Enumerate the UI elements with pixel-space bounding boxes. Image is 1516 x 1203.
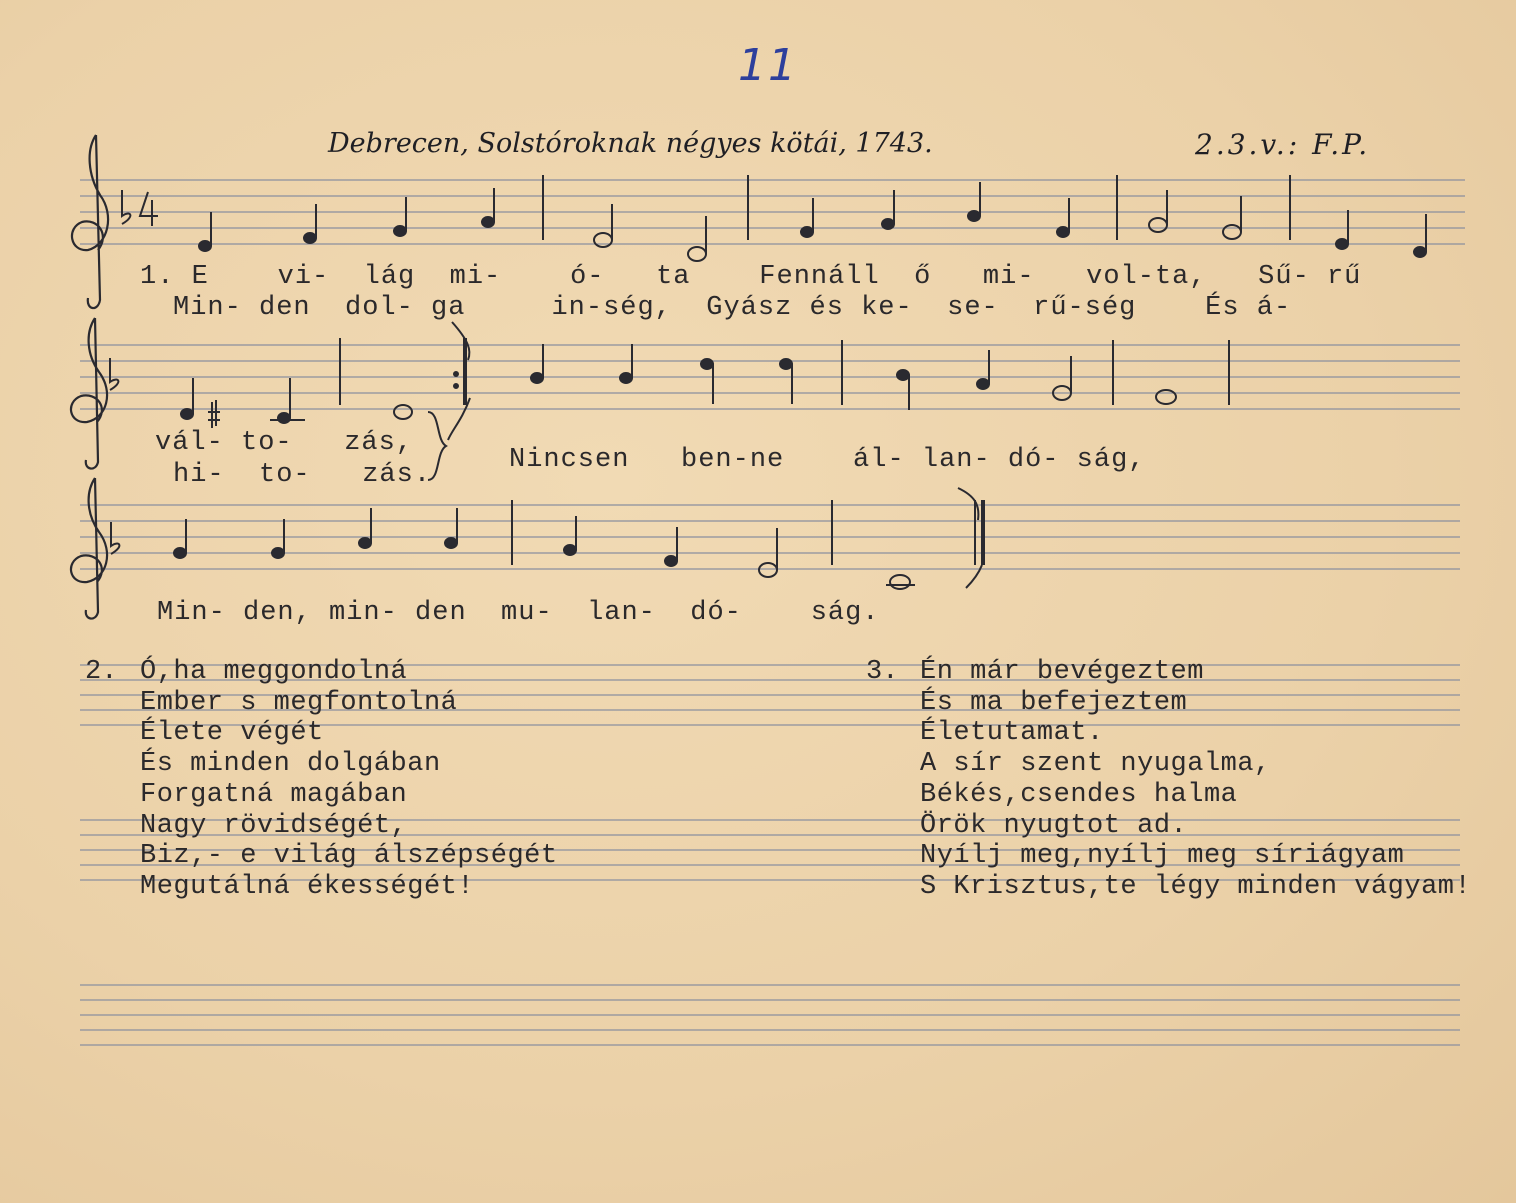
barlines — [340, 175, 1290, 565]
staff2-lyrics-b: Nincsen ben-ne ál- lan- dó- ság, — [509, 445, 1146, 475]
staff2-lyrics-a1: vál- to- zás, — [155, 428, 414, 458]
verse2-text: Ó,ha meggondolná Ember s megfontolná Élete végét És minden dolgában Forgatná magában Nagy rövidségét, Biz,- e világ álszépségét Megutálná ékességét! — [140, 657, 558, 902]
staff1-lyrics-verse1: 1. E vi- lág mi- ó- ta Fennáll ő mi- vol-ta, Sű- rű — [140, 262, 1362, 292]
staff2-lyrics-a2: hi- to- zás. — [173, 460, 432, 490]
source-annotation: Debrecen, Solstóroknak négyes kötái, 1743. — [328, 128, 933, 159]
notes-staff-2 — [181, 344, 1176, 428]
staff-lines-1 — [80, 180, 1465, 244]
verse3-number: 3. — [866, 657, 899, 687]
staff3-lyrics: Min- den, min- den mu- lan- dó- ság. — [157, 598, 880, 628]
source-code: 2.3.v.: F.P. — [1195, 128, 1371, 161]
verse3-text: Én már bevégeztem És ma befejeztem Életutamat. A sír szent nyugalma, Békés,csendes halma Örök nyugtot ad. Nyílj meg,nyílj meg síriágyam S Krisztus,te légy minden vágyam! — [920, 657, 1472, 902]
staff1-lyrics-verse1b: Min- den dol- ga in-ség, Gyász és ke- se- rű-ség És á- — [173, 293, 1292, 323]
page-number: 11 — [738, 40, 798, 91]
notes-staff-1 — [199, 182, 1426, 261]
time-signature — [140, 192, 158, 226]
staff-lines-3 — [80, 505, 1460, 569]
verse2-number: 2. — [85, 657, 118, 687]
staff-lines-2 — [80, 345, 1460, 409]
notes-staff-3 — [174, 508, 915, 589]
